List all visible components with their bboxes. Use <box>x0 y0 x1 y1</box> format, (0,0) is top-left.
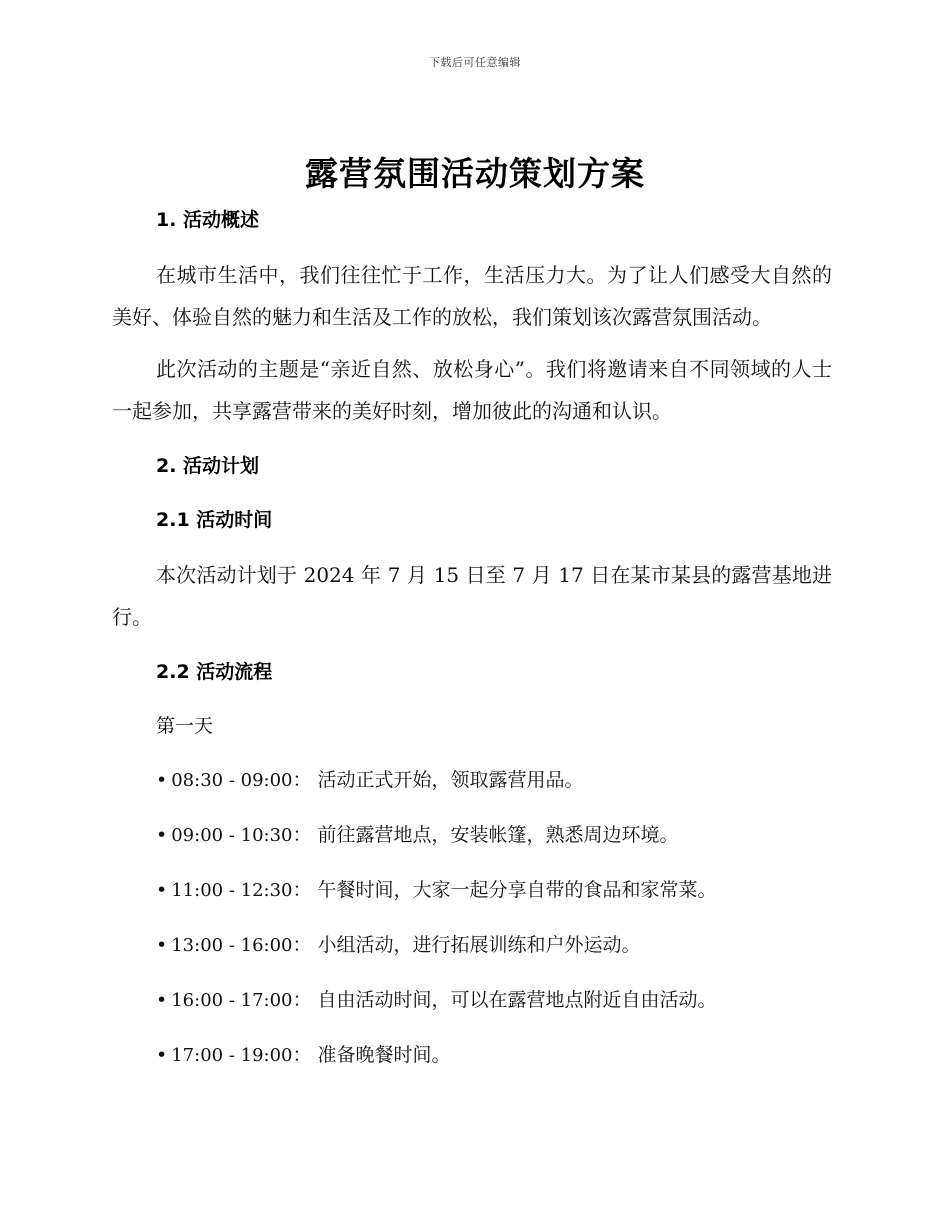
schedule-desc: 前往露营地点，安装帐篷，熟悉周边环境。 <box>317 824 679 846</box>
schedule-item <box>156 870 832 911</box>
schedule-desc: 活动正式开始，领取露营用品。 <box>317 769 584 791</box>
overview-paragraph-2: 此次活动的主题是“亲近自然、放松身心”。我们将邀请来自不同领域的人士一起参加，共享露营带来的美好时刻，增加彼此的沟通和认识。 <box>112 357 832 423</box>
bullet-icon: • <box>156 824 168 846</box>
day-label: 第一天 <box>156 715 214 737</box>
separator: ： <box>292 824 312 846</box>
bullet-icon: • <box>156 769 168 791</box>
separator: ： <box>292 934 312 956</box>
section-heading-plan: 2. 活动计划 <box>156 455 260 477</box>
subsection-heading-time: 2.1 活动时间 <box>156 509 273 531</box>
bullet-icon: • <box>156 879 168 901</box>
schedule-time: 13:00 - 16:00 <box>171 935 293 956</box>
schedule-desc: 小组活动，进行拓展训练和户外运动。 <box>317 934 641 956</box>
separator: ： <box>292 989 312 1011</box>
bullet-icon: • <box>156 989 168 1011</box>
schedule-time: 17:00 - 19:00 <box>171 1045 293 1066</box>
schedule-item <box>156 980 832 1021</box>
schedule-item <box>156 760 832 801</box>
separator: ： <box>292 879 312 901</box>
schedule-time: 09:00 - 10:30 <box>171 825 293 846</box>
schedule-item <box>156 815 832 856</box>
schedule-time: 16:00 - 17:00 <box>171 990 293 1011</box>
schedule-desc: 准备晚餐时间。 <box>317 1044 451 1066</box>
schedule-time: 11:00 - 12:30 <box>171 880 293 901</box>
section-heading-overview: 1. 活动概述 <box>156 209 260 231</box>
subsection-heading-flow: 2.2 活动流程 <box>156 661 273 683</box>
overview-paragraph-1: 在城市生活中，我们往往忙于工作，生活压力大。为了让人们感受大自然的美好、体验自然的魅力和生活及工作的放松，我们策划该次露营氛围活动。 <box>112 263 832 329</box>
schedule-list <box>156 760 832 1076</box>
separator: ： <box>292 1044 312 1066</box>
schedule-time: 08:30 - 09:00 <box>171 770 293 791</box>
schedule-item <box>156 1035 832 1076</box>
schedule-item <box>156 925 832 966</box>
schedule-desc: 自由活动时间，可以在露营地点附近自由活动。 <box>317 989 717 1011</box>
schedule-desc: 午餐时间，大家一起分享自带的食品和家常菜。 <box>317 879 717 901</box>
separator: ： <box>292 769 312 791</box>
document-title: 露营氛围活动策划方案 <box>305 154 645 193</box>
bullet-icon: • <box>156 934 168 956</box>
bullet-icon: • <box>156 1044 168 1066</box>
time-paragraph: 本次活动计划于 2024 年 7 月 15 日至 7 月 17 日在某市某县的露营基地进行。 <box>112 563 832 629</box>
document-body <box>112 200 832 1090</box>
header-note: 下载后可任意编辑 <box>429 56 521 69</box>
